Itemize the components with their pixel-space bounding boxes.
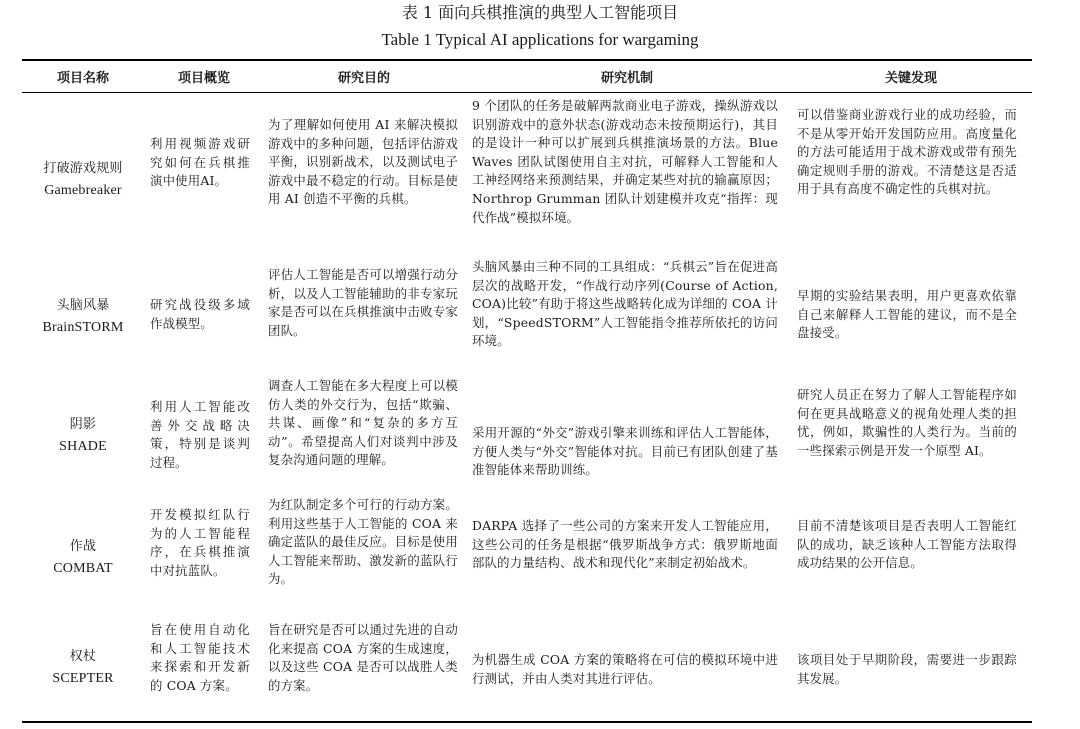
cell-mechanism: 9 个团队的任务是破解两款商业电子游戏，操纵游戏以识别游戏中的意外状态(游戏动态未按预期运行)，其目的是设计一种可以扩展到兵棋推演场景的方法。Blue Waves 团队试图使用自主对抗，可解释人工智能和人工神经网络来预测结果，并确定某些对抗的输赢原因；Northrop Grumman 团队计划建模并攻克“指挥：现代作战”模拟环境。 (472, 98, 778, 225)
cell-purpose: 评估人工智能是否可以增强行动分析，以及人工智能辅助的非专家玩家是否可以在兵棋推演中击败专家团队。 (268, 267, 458, 338)
header-key-findings: 关键发现 (884, 71, 937, 86)
project-name-cn: 打破游戏规则 (43, 161, 123, 176)
project-name-en: SHADE (59, 439, 107, 454)
cell-key-findings: 研究人员正在努力了解人工智能程序如何在更具战略意义的视角处理人类的担忧，例如，欺骗性的人类行为。当前的一些探索示例是开发一个原型 AI。 (797, 387, 1017, 458)
cell-mechanism: 采用开源的“外交”游戏引擎来训练和评估人工智能体，方便人类与“外交”智能体对抗。目前已有团队创建了基准智能体来帮助训练。 (472, 425, 778, 478)
project-name-cn: 头脑风暴 (56, 298, 110, 313)
header-purpose: 研究目的 (337, 71, 390, 86)
cell-mechanism: 头脑风暴由三种不同的工具组成：“兵棋云”旨在促进高层次的战略开发，“作战行动序列(Course of Action, COA)比较”有助于将这些战略转化成为详细的 COA 计划，“SpeedSTORM”人工智能指令推荐所依托的访问环境。 (472, 259, 778, 349)
cell-project-name (22, 295, 144, 339)
project-name-en: BrainSTORM (42, 320, 124, 335)
cell-project-name (22, 646, 144, 690)
header-project-name: 项目名称 (56, 71, 109, 86)
project-name-en: Gamebreaker (44, 183, 122, 198)
cell-key-findings: 可以借鉴商业游戏行业的成功经验，而不是从零开始开发国防应用。高度量化的方法可能适用于战术游戏或带有预先确定规则手册的游戏。不清楚这是否适用于具有高度不确定性的兵棋对抗。 (797, 107, 1017, 197)
table-caption-en: Table 1 Typical AI applications for wargaming (381, 30, 699, 49)
cell-project-name (22, 158, 144, 202)
cell-overview: 利用视频游戏研究如何在兵棋推演中使用AI。 (150, 136, 250, 189)
cell-purpose: 调查人工智能在多大程度上可以模仿人类的外交行为，包括“欺骗、共谋、画像”和“复杂的多方互动”。希望提高人们对谈判中涉及复杂沟通问题的理解。 (268, 378, 458, 468)
table-bottom-rule (22, 721, 1032, 723)
cell-project-name (22, 536, 144, 580)
project-name-cn: 作战 (69, 539, 97, 554)
header-overview: 项目概览 (177, 71, 230, 86)
project-name-en: SCEPTER (52, 671, 114, 686)
cell-mechanism: 为机器生成 COA 方案的策略将在可信的模拟环境中进行测试，并由人类对其进行评估。 (472, 652, 778, 686)
cell-purpose: 为了理解如何使用 AI 来解决模拟游戏中的多种问题，包括评估游戏平衡，识别新战术，以及测试电子游戏中最不稳定的行动。目标是使用 AI 创造不平衡的兵棋。 (268, 117, 458, 207)
header-mechanism: 研究机制 (600, 71, 653, 86)
project-name-cn: 阴影 (69, 417, 97, 432)
cell-overview: 旨在使用自动化和人工智能技术来探索和开发新的 COA 方案。 (150, 622, 250, 693)
project-name-en: COMBAT (53, 561, 113, 576)
cell-key-findings: 该项目处于早期阶段，需要进一步跟踪其发展。 (797, 652, 1017, 686)
cell-purpose: 为红队制定多个可行的行动方案。利用这些基于人工智能的 COA 来确定蓝队的最佳反应。目标是使用人工智能来帮助、激发新的蓝队行为。 (268, 497, 458, 587)
cell-project-name (22, 414, 144, 458)
cell-purpose: 旨在研究是否可以通过先进的自动化来提高 COA 方案的生成速度，以及这些 COA 是否可以战胜人类的方案。 (268, 622, 458, 693)
project-name-cn: 权杖 (69, 649, 97, 664)
cell-overview: 研究战役级多域作战模型。 (150, 297, 250, 331)
table-caption-cn: 表 1 面向兵棋推演的典型人工智能项目 (401, 3, 679, 22)
cell-mechanism: DARPA 选择了一些公司的方案来开发人工智能应用，这些公司的任务是根据“俄罗斯战争方式：俄罗斯地面部队的力量结构、战术和现代化”来制定初始战术。 (472, 518, 778, 571)
cell-key-findings: 目前不清楚该项目是否表明人工智能红队的成功，缺乏该种人工智能方法取得成功结果的公开信息。 (797, 518, 1017, 571)
cell-key-findings: 早期的实验结果表明，用户更喜欢依靠自己来解释人工智能的建议，而不是全盘接受。 (797, 288, 1017, 341)
cell-overview: 利用人工智能改善外交战略决策，特别是谈判过程。 (150, 399, 250, 470)
table-header-rule (22, 92, 1032, 93)
cell-overview: 开发模拟红队行为的人工智能程序，在兵棋推演中对抗蓝队。 (150, 507, 250, 578)
